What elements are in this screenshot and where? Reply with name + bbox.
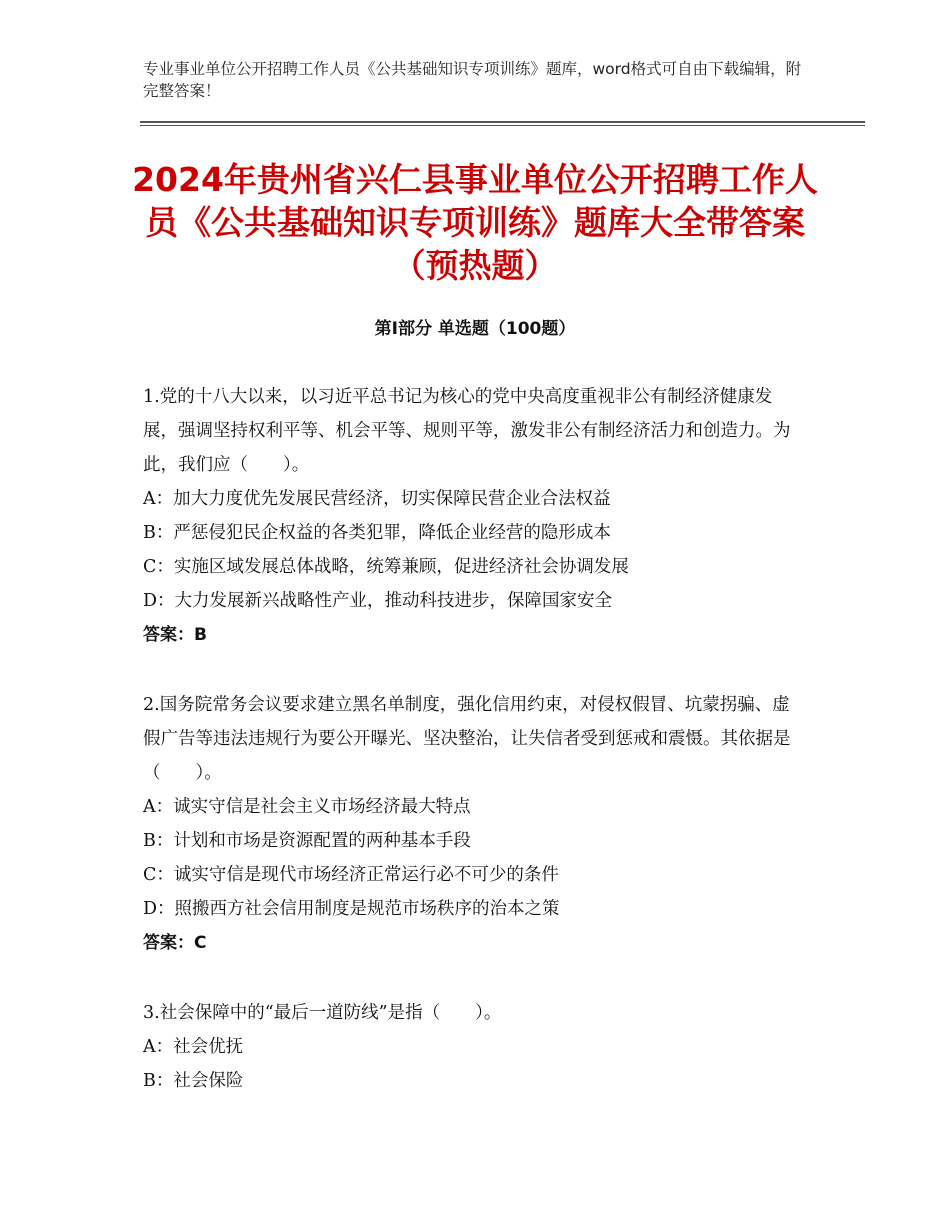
answer-label: 答案：B <box>143 625 207 645</box>
question-block <box>143 688 803 960</box>
question-stem: 3.社会保障中的“最后一道防线”是指（ ）。 <box>143 1003 502 1023</box>
header-note: 专业事业单位公开招聘工作人员《公共基础知识专项训练》题库，word格式可自由下载编辑，附完整答案！ <box>143 60 802 100</box>
option-d: D：大力发展新兴战略性产业，推动科技进步，保障国家安全 <box>143 591 613 611</box>
header-divider <box>140 121 865 123</box>
option-b: B：计划和市场是资源配置的两种基本手段 <box>143 831 471 851</box>
section-title: 第Ⅰ部分 单选题（100题） <box>374 319 576 339</box>
document-title: 2024年贵州省兴仁县事业单位公开招聘工作人员《公共基础知识专项训练》题库大全带答案（预热题） <box>132 160 818 285</box>
option-c: C：实施区域发展总体战略，统筹兼顾，促进经济社会协调发展 <box>143 557 629 577</box>
option-d: D：照搬西方社会信用制度是规范市场秩序的治本之策 <box>143 899 560 919</box>
option-a: A：社会优抚 <box>143 1037 244 1057</box>
answer-label: 答案：C <box>143 933 207 953</box>
option-b: B：严惩侵犯民企权益的各类犯罪，降低企业经营的隐形成本 <box>143 523 611 543</box>
question-stem: 2.国务院常务会议要求建立黑名单制度，强化信用约束，对侵权假冒、坑蒙拐骗、虚假广告等违法违规行为要公开曝光、坚决整治，让失信者受到惩戒和震慑。其依据是（ ）。 <box>143 695 791 783</box>
question-block <box>143 380 803 652</box>
header-divider-thin <box>140 125 865 126</box>
option-b: B：社会保险 <box>143 1071 244 1091</box>
question-stem: 1.党的十八大以来，以习近平总书记为核心的党中央高度重视非公有制经济健康发展，强调坚持权利平等、机会平等、规则平等，激发非公有制经济活力和创造力。为此，我们应（ ）。 <box>143 387 791 475</box>
option-a: A：加大力度优先发展民营经济，切实保障民营企业合法权益 <box>143 489 611 509</box>
option-c: C：诚实守信是现代市场经济正常运行必不可少的条件 <box>143 865 559 885</box>
option-a: A：诚实守信是社会主义市场经济最大特点 <box>143 797 471 817</box>
question-block <box>143 996 803 1098</box>
